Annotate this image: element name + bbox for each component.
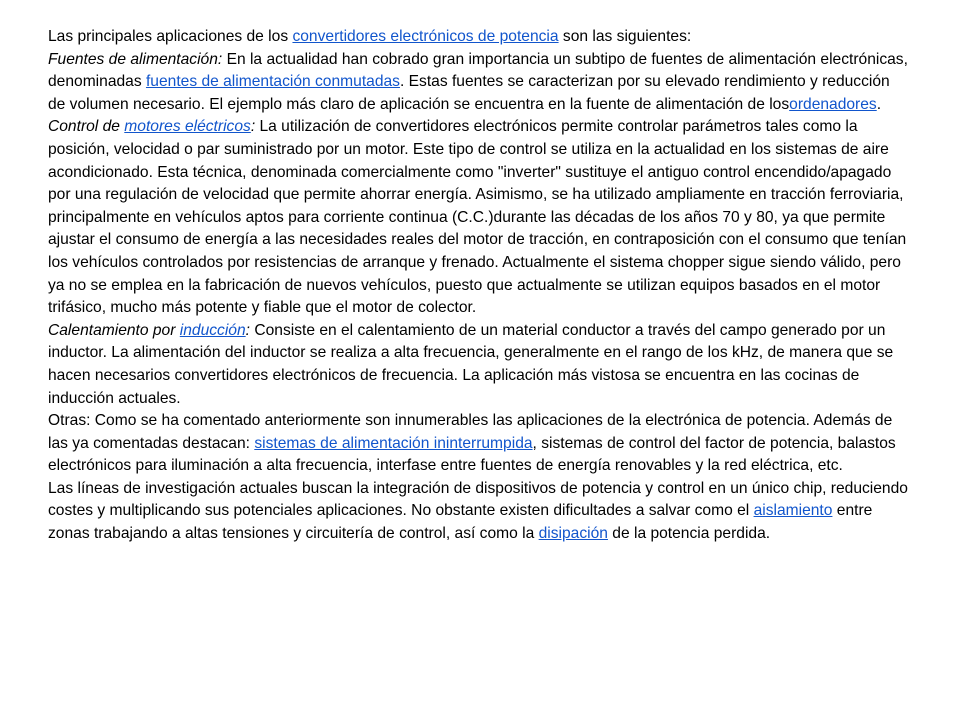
- investigacion-paragraph: [48, 478, 910, 546]
- motores-text: La utilización de convertidores electrónicos permite controlar parámetros tales como la posición, velocidad o par suministrado por un motor. Este tipo de control se utiliza en la actualidad en los sistemas de aire acondicionado. Esta técnica, denominada comercialmente como "inverter" sustituye el antiguo control encendido/apagado por una regulación de velocidad que permite ahorrar energía. Asimismo, se ha utilizado ampliamente en tracción ferroviaria, principalmente en vehículos aptos para corriente continua (C.C.)durante las décadas de los años 70 y 80, ya que permite ajustar el consumo de energía a las necesidades reales del motor de tracción, en contraposición con el consumo que tenían los vehículos controlados por resistencias de arranque y frenado. Actualmente el sistema chopper sigue siendo válido, pero ya no se emplea en la fabricación de nuevos vehículos, puesto que actualmente se utilizan equipos basados en el motor trifásico, mucho más potente y fiable que el motor de colector.: [48, 118, 907, 317]
- link-sistemas-alimentacion-ininterrumpida[interactable]: sistemas de alimentación ininterrumpida: [254, 434, 533, 452]
- link-disipacion[interactable]: disipación: [538, 525, 608, 543]
- document-body: [48, 26, 910, 546]
- intro-text-before: Las principales aplicaciones de los: [48, 28, 293, 45]
- intro-text-after: son las siguientes:: [558, 28, 692, 45]
- otras-text-2: , sistemas de control del factor de potencia, balastos electrónicos para iluminación a alta frecuencia, interfase entre fuentes de energía renovables y la red eléctrica, etc.: [48, 434, 896, 475]
- calentamiento-heading-before: Calentamiento por: [48, 321, 180, 339]
- otras-paragraph: [48, 410, 910, 478]
- investigacion-text-2: entre zonas trabajando a altas tensiones y circuitería de control, así como la: [48, 502, 873, 543]
- link-fuentes-conmutadas[interactable]: fuentes de alimentación conmutadas: [145, 73, 400, 91]
- fuentes-heading: Fuentes de alimentación:: [48, 50, 223, 68]
- otras-text-1: Otras: Como se ha comentado anteriormente son innumerables las aplicaciones de la electrónica de potencia. Además de las ya comentadas destacan:: [48, 412, 893, 452]
- link-convertidores-electronicos[interactable]: convertidores electrónicos de potencia: [292, 28, 559, 45]
- investigacion-text-3: de la potencia perdida.: [607, 525, 771, 543]
- calentamiento-heading-after: :: [245, 321, 250, 339]
- link-motores-electricos[interactable]: motores eléctricos: [124, 118, 251, 136]
- fuentes-text-1: En la actualidad han cobrado gran importancia un subtipo de fuentes de alimentación electrónicas, denominadas: [48, 50, 908, 91]
- fuentes-paragraph: [48, 49, 910, 117]
- investigacion-text-1: Las líneas de investigación actuales buscan la integración de dispositivos de potencia y control en un único chip, reduciendo costes y multiplicando sus potenciales aplicaciones. No obstante existen dificultades a salvar como el: [48, 479, 908, 520]
- motores-paragraph: [48, 116, 910, 319]
- calentamiento-text: Consiste en el calentamiento de un material conductor a través del campo generado por un inductor. La alimentación del inductor se realiza a alta frecuencia, generalmente en el rango de los kHz, de manera que se hacen necesarios convertidores electrónicos de frecuencia. La aplicación más vistosa se encuentra en las cocinas de inducción actuales.: [48, 321, 894, 407]
- fuentes-text-3: .: [876, 95, 882, 113]
- fuentes-text-2: . Estas fuentes se caracterizan por su elevado rendimiento y reducción de volumen necesario. El ejemplo más claro de aplicación se encuentra en la fuente de alimentación de los: [48, 73, 890, 113]
- link-ordenadores[interactable]: ordenadores: [789, 95, 877, 113]
- link-aislamiento[interactable]: aislamiento: [753, 502, 833, 520]
- calentamiento-paragraph: [48, 320, 910, 410]
- link-induccion[interactable]: inducción: [179, 321, 246, 339]
- motores-heading-before: Control de: [48, 118, 125, 136]
- motores-heading-after: :: [250, 118, 256, 136]
- intro-paragraph: [48, 26, 910, 49]
